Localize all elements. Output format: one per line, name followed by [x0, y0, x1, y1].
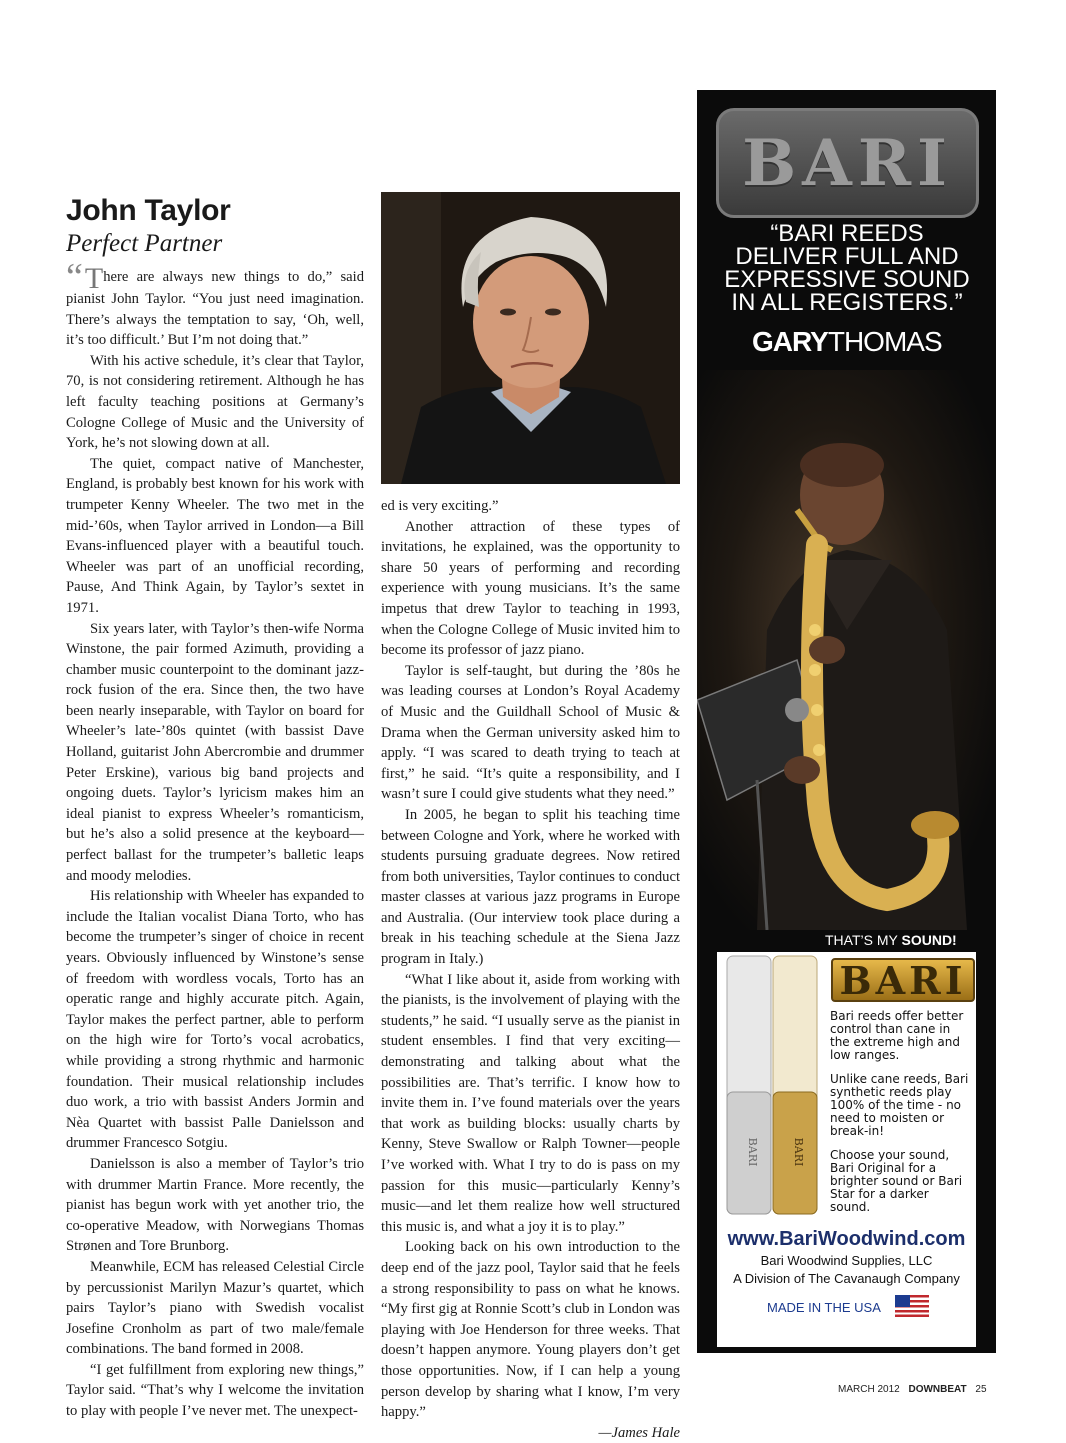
reed-illustration: [723, 952, 821, 1220]
endorser-name: GARYTHOMAS: [752, 326, 942, 357]
paragraph: Looking back on his own introduction to the deep end of the jazz pool, Taylor said that he feels a strong responsibility to pass on what he knows. “My first gig at Ronnie Scott’s club in London was playing with Joe Henderson for three weeks. That doesn’t happen anymore. Young players don’t get those opportunities. Now, if I can help a young person develop by sharing what I know, I’m very happy.”: [381, 1239, 680, 1421]
paragraph: “What I like about it, aside from working with the pianists, is the involvement of playing with the students,” he said. “I usually serve as the pianist in student ensembles. I find that very exciting—demonstrating and talking about what the possibilities are. That’s terrific. I know how to invite them in. I’ve found materials over the years that work as building blocks: usually charts by Kenny, Steve Swallow or Ralph Towner—people I’ve worked with. What I try to do is pass on my passion for this music—particularly Kenny’s music—and let them realize how well structured this music is, and what a joy it is to play.”: [381, 971, 680, 1235]
byline: —James Hale: [598, 1424, 680, 1441]
article-title: John Taylor: [66, 194, 231, 227]
bari-advertisement: [697, 90, 996, 1353]
paragraph: The quiet, compact native of Manchester, England, is probably best known for his work with trumpeter Kenny Wheeler. The two met in the mid-’60s, when Taylor arrived in London—a Bill Evans-influenced player with a beautiful touch. Wheeler was part of an unofficial recording, Pause, And Think Again, by Taylor’s sextet in 1971.: [66, 455, 364, 616]
article-column-1: [66, 256, 364, 1422]
reeds-icon: [723, 952, 821, 1220]
paragraph: “I get fulfillment from exploring new things,” Taylor said. “That’s why I welcome the invitation to play with people I’ve never met. The unexpect-: [66, 1361, 364, 1420]
saxophonist-illustration: [697, 370, 996, 930]
page-number: 25: [975, 1384, 987, 1395]
paragraph: Taylor is self-taught, but during the ’80s he was leading courses at London’s Royal Academy of Music and the Guildhall School of Music & Drama when the German university asked him to apply. “I was scared to death trying to teach at first,” he said. “It’s quite a responsibility, and I wasn’t sure I could give students what they need.”: [381, 662, 680, 803]
article-deck: Perfect Partner: [66, 230, 223, 257]
reed-1-label: BARI: [746, 1137, 759, 1167]
drop-quote: “: [66, 256, 83, 298]
bari-gold-logo: BARI: [831, 958, 975, 1002]
folio: [838, 1384, 987, 1395]
saxophonist-photo: [697, 370, 996, 930]
paragraph: In 2005, he began to split his teaching time between Cologne and York, where he worked with students pursuing graduate degrees. Now retired from both universities, Taylor continues to conduct master classes at various jazz programs in Europe and Australia. (Our interview took place during a break in his teaching schedule at the Siena Jazz program in Italy.): [381, 806, 680, 968]
paragraph: “There are always new things to do,” said pianist John Taylor. “You just need imagination. There’s always the temptation to say, ‘Oh, well, it’s too difficult.’ But I’m not doing that.”: [66, 256, 364, 349]
product-panel: [717, 952, 976, 1347]
ad-tagline: THAT’S MY SOUND!: [825, 932, 957, 948]
paragraph: Meanwhile, ECM has released Celestial Circle by percussionist Marilyn Mazur’s quartet, which pairs Taylor’s piano with Swedish vocalist Josefine Cronholm as part of two male/female combinations. The band formed in 2008.: [66, 1258, 364, 1358]
made-in-usa: MADE IN THE USA: [767, 1300, 881, 1315]
drop-cap: T: [84, 262, 104, 295]
paragraph: ed is very exciting.”: [381, 498, 499, 514]
paragraph: His relationship with Wheeler has expanded to include the Italian vocalist Diana Torto, who has become the trumpeter’s singer of choice in recent years. Obviously influenced by Winstone’s sense of freedom with wordless vocals, Torto has an operatic range and highly accurate pitch. Again, Taylor makes the perfect partner, able to perform on the high wire for Torto’s vocal acrobatics, while providing a strong rhythmic and harmonic foundation. Their musical relationship includes duo work, a trio with bassist Anders Jormin and Nèa Quartet with bassist Palle Danielsson and drummer Francesco Sotgiu.: [66, 888, 364, 1152]
ad-company: Bari Woodwind Supplies, LLC: [760, 1253, 933, 1268]
us-flag-icon: [895, 1295, 929, 1322]
ad-website-link[interactable]: www.BariWoodwind.com: [727, 1228, 966, 1250]
ad-body-copy: Bari reeds offer better control than cane in the extreme high and low ranges. Unlike cane reeds, Bari synthetic reeds play 100% of the time - no need to moisten or break-in! Choose your sound, Bari Original for a brighter sound or Bari Star for a darker sound.: [830, 1009, 969, 1214]
article-column-2: [381, 496, 680, 1443]
paragraph: With his active schedule, it’s clear that Taylor, 70, is not considering retirement. Although he has left faculty teaching positions at Germany’s Cologne College of Music and the University of York, he’s not slowing down at all.: [66, 352, 364, 452]
ad-quote: “BARI REEDS DELIVER FULL AND EXPRESSIVE SOUND IN ALL REGISTERS.”: [724, 220, 970, 316]
folio-date: MARCH 2012: [838, 1384, 900, 1395]
ad-division: A Division of The Cavanaugh Company: [733, 1271, 960, 1286]
paragraph: Six years later, with Taylor’s then-wife Norma Winstone, the pair formed Azimuth, providing a chamber music counterpoint to the dominant jazz-rock fusion of the era. Since then, the two have been nearly inseparable, with Taylor on board for Wheeler’s late-’80s quintet (with bassist Dave Holland, guitarist John Abercrombie and drummer Peter Erskine), various big band projects and ongoing duets. Taylor’s lyricism makes him an ideal pianist to express Wheeler’s romanticism, but he’s also a solid presence at the keyboard—perfect ballast for the trumpeter’s balletic leaps and moody melodies.: [66, 620, 364, 884]
john-taylor-photo: [381, 192, 680, 484]
paragraph: Danielsson is also a member of Taylor’s trio with drummer Martin France. More recently, the pianist has begun work with yet another trio, the co-operative Meadow, with Norwegians Thomas Strønen and Tore Brunborg.: [66, 1155, 364, 1255]
bari-logo: BARI: [716, 108, 979, 218]
reed-2-label: BARI: [792, 1137, 805, 1167]
folio-magazine: DOWNBEAT: [908, 1384, 967, 1395]
paragraph: Another attraction of these types of invitations, he explained, was the opportunity to share 50 years of performing and recording experience with young musicians. It’s the same impetus that drew Taylor to teaching in 1993, when the Cologne College of Music invited him to become its professor of jazz piano.: [381, 518, 680, 659]
portrait-illustration: [381, 192, 680, 484]
